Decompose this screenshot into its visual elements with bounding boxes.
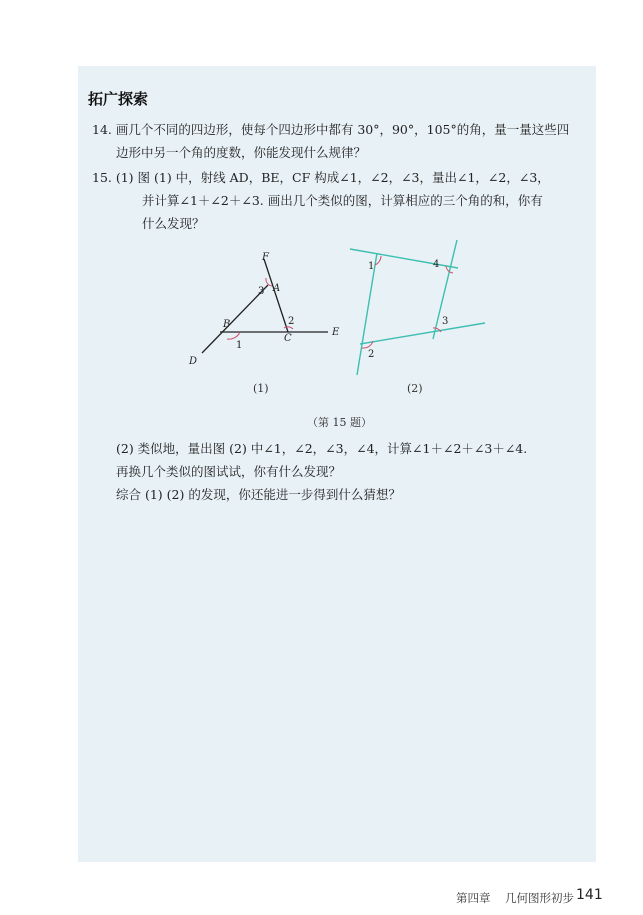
label-1: 1 [368, 261, 375, 272]
q15-line-1: 15. (1) 图 (1) 中，射线 AD，BE，CF 构成∠1，∠2，∠3，量出∠1，∠2，∠3， [92, 170, 550, 185]
q15-part2-line-1: (2) 类似地，量出图 (2) 中∠1，∠2，∠3，∠4，计算∠1＋∠2＋∠3＋∠4. [116, 441, 528, 456]
label-A: A [273, 283, 281, 294]
q15-summary: 综合 (1) (2) 的发现，你还能进一步得到什么猜想？ [116, 487, 401, 502]
q15-line-3: 什么发现？ [142, 216, 205, 231]
label-D: D [189, 356, 198, 367]
label-F: F [262, 252, 269, 263]
label-2: 2 [288, 316, 295, 327]
section-title: 拓广探索 [88, 90, 149, 108]
figure-1-caption: (1) [253, 382, 269, 395]
line-top [350, 249, 458, 268]
label-B: B [223, 319, 231, 330]
label-C: C [284, 333, 292, 344]
figure-caption: （第 15 题） [307, 416, 372, 429]
figure-1-diagram [180, 245, 360, 375]
angle-2-mark [284, 327, 293, 329]
angle-1-mark [227, 332, 240, 339]
q14-line-1: 14. 画几个不同的四边形，使每个四边形中都有 30°，90°，105°的角，量一量这些四 [92, 122, 570, 137]
label-4: 4 [433, 259, 440, 270]
label-3: 3 [258, 286, 265, 297]
figure-2-diagram [345, 235, 495, 380]
footer-chapter: 第四章 [456, 891, 491, 905]
ray-CF [264, 259, 288, 332]
q14-line-2: 边形中另一个角的度数，你能发现什么规律？ [116, 145, 367, 160]
q15-line-2: 并计算∠1＋∠2＋∠3. 画出几个类似的图，计算相应的三个角的和，你有 [142, 193, 543, 208]
line-bottom [360, 323, 485, 344]
label-3: 3 [442, 316, 449, 327]
label-2: 2 [368, 349, 375, 360]
q15-part2-line-2: 再换几个类似的图试试，你有什么发现？ [116, 464, 342, 479]
footer-chapter-title: 几何图形初步 [505, 891, 574, 905]
label-E: E [332, 327, 340, 338]
figure-2-caption: (2) [407, 382, 423, 395]
page-number: 141 [576, 887, 603, 903]
label-1: 1 [236, 340, 243, 351]
